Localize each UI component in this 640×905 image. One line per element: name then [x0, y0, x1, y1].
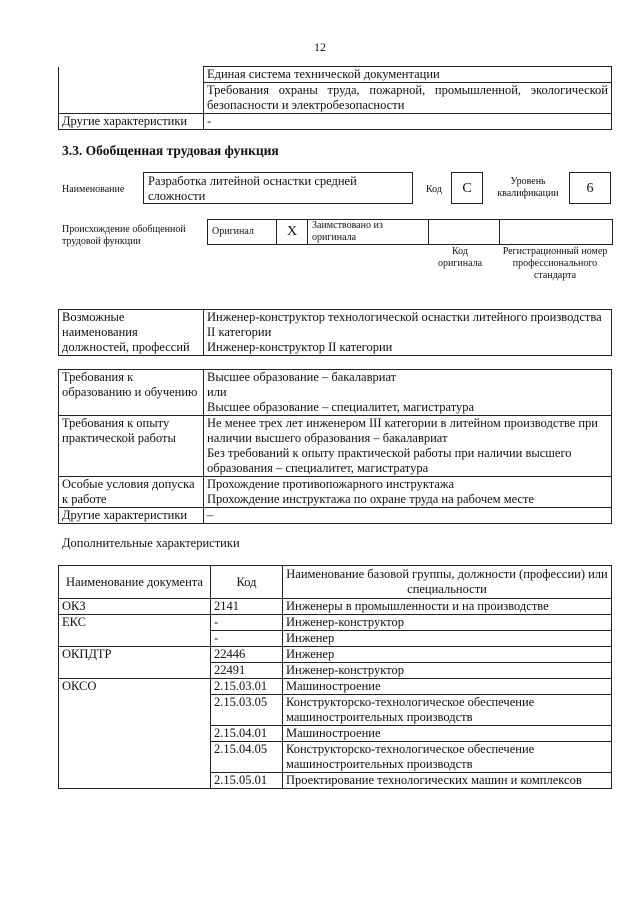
table-row [59, 114, 612, 130]
code-cell: 22446 [211, 647, 283, 663]
row-label: Требования к образованию и обучению [59, 370, 204, 416]
doc-name-okz: ОКЗ [59, 599, 211, 615]
origin-label: Происхождение обобщенной трудовой функции [62, 224, 186, 247]
row-value: Единая система технической документации [204, 67, 612, 83]
origin-reg-number-cell [500, 220, 613, 245]
row-label: Другие характеристики [59, 508, 204, 524]
code-cell: 2.15.03.05 [211, 695, 283, 726]
code-cell: 2141 [211, 599, 283, 615]
row-value: Прохождение противопожарного инструктажа Прохождение инструктажа по охране труда на рабочем месте [204, 477, 612, 508]
code-cell: 2.15.03.01 [211, 679, 283, 695]
row-value: – [204, 508, 612, 524]
table-row [59, 615, 612, 631]
extra-characteristics-table [58, 565, 612, 789]
title-cell: Инженер [283, 631, 612, 647]
title-cell: Инженер-конструктор [283, 663, 612, 679]
header-document: Наименование документа [59, 566, 211, 599]
code-cell: 2.15.04.05 [211, 742, 283, 773]
table-row [208, 220, 613, 245]
row-value: Не менее трех лет инженером III категории в литейном производстве при наличии высшего образования – бакалавриат Без требований к опыту практической работы при наличии высшего образования – специалитет, магистратура [204, 416, 612, 477]
table-header-row [59, 566, 612, 599]
origin-original-cell: Оригинал [208, 220, 277, 245]
title-cell: Инженер-конструктор [283, 615, 612, 631]
title-cell: Машиностроение [283, 679, 612, 695]
table-row [59, 370, 612, 416]
header-title: Наименование базовой группы, должности (профессии) или специальности [283, 566, 612, 599]
page-number: 12 [314, 40, 326, 54]
row-label: Возможные наименования должностей, профессий [59, 310, 204, 356]
table-row [59, 679, 612, 695]
title-cell: Конструкторско-технологическое обеспечение машиностроительных производств [283, 695, 612, 726]
origin-code-cell [429, 220, 500, 245]
row-value: Инженер-конструктор технологической оснастки литейного производства II категории Инженер-конструктор II категории [204, 310, 612, 356]
doc-name-okso: ОКСО [59, 679, 211, 789]
title-cell: Инженеры в промышленности и на производстве [283, 599, 612, 615]
function-code-field: C [451, 172, 483, 204]
code-cell: 2.15.04.01 [211, 726, 283, 742]
title-cell: Инженер [283, 647, 612, 663]
code-cell: 2.15.05.01 [211, 773, 283, 789]
positions-table [58, 309, 612, 356]
section-title: 3.3. Обобщенная трудовая функция [62, 143, 279, 158]
title-cell: Проектирование технологических машин и комплексов [283, 773, 612, 789]
code-label: Код [426, 184, 442, 195]
qualification-level-field: 6 [569, 172, 611, 204]
origin-code-caption: Код оригинала [437, 246, 483, 269]
origin-reg-caption: Регистрационный номер профессионального стандарта [502, 246, 608, 281]
function-name-field: Разработка литейной оснастки средней сложности [143, 172, 413, 204]
code-cell: - [211, 631, 283, 647]
name-label: Наименование [62, 184, 125, 195]
origin-table [207, 219, 613, 245]
doc-name-okpdtr: ОКПДТР [59, 647, 211, 679]
code-cell: - [211, 615, 283, 631]
row-label: Требования к опыту практической работы [59, 416, 204, 477]
row-value: Требования охраны труда, пожарной, промышленной, экологической безопасности и электробезопасности [204, 83, 612, 114]
title-cell: Машиностроение [283, 726, 612, 742]
top-continuation-table [58, 66, 612, 130]
qualification-level-label: Уровень квалификации [497, 176, 559, 199]
row-value: - [204, 114, 612, 130]
row-label [59, 67, 204, 114]
origin-mark-cell: X [277, 220, 308, 245]
table-row [59, 599, 612, 615]
code-cell: 22491 [211, 663, 283, 679]
row-value: Высшее образование – бакалавриат или Высшее образование – специалитет, магистратура [204, 370, 612, 416]
table-row [59, 477, 612, 508]
row-label: Другие характеристики [59, 114, 204, 130]
title-cell: Конструкторско-технологическое обеспечение машиностроительных производств [283, 742, 612, 773]
table-row [59, 416, 612, 477]
row-label: Особые условия допуска к работе [59, 477, 204, 508]
header-code: Код [211, 566, 283, 599]
extra-title: Дополнительные характеристики [62, 536, 240, 550]
table-row [59, 508, 612, 524]
table-row [59, 67, 612, 83]
origin-borrowed-cell: Заимствовано из оригинала [308, 220, 429, 245]
table-row [59, 310, 612, 356]
table-row [59, 647, 612, 663]
requirements-table [58, 369, 612, 524]
doc-name-eks: ЕКС [59, 615, 211, 647]
